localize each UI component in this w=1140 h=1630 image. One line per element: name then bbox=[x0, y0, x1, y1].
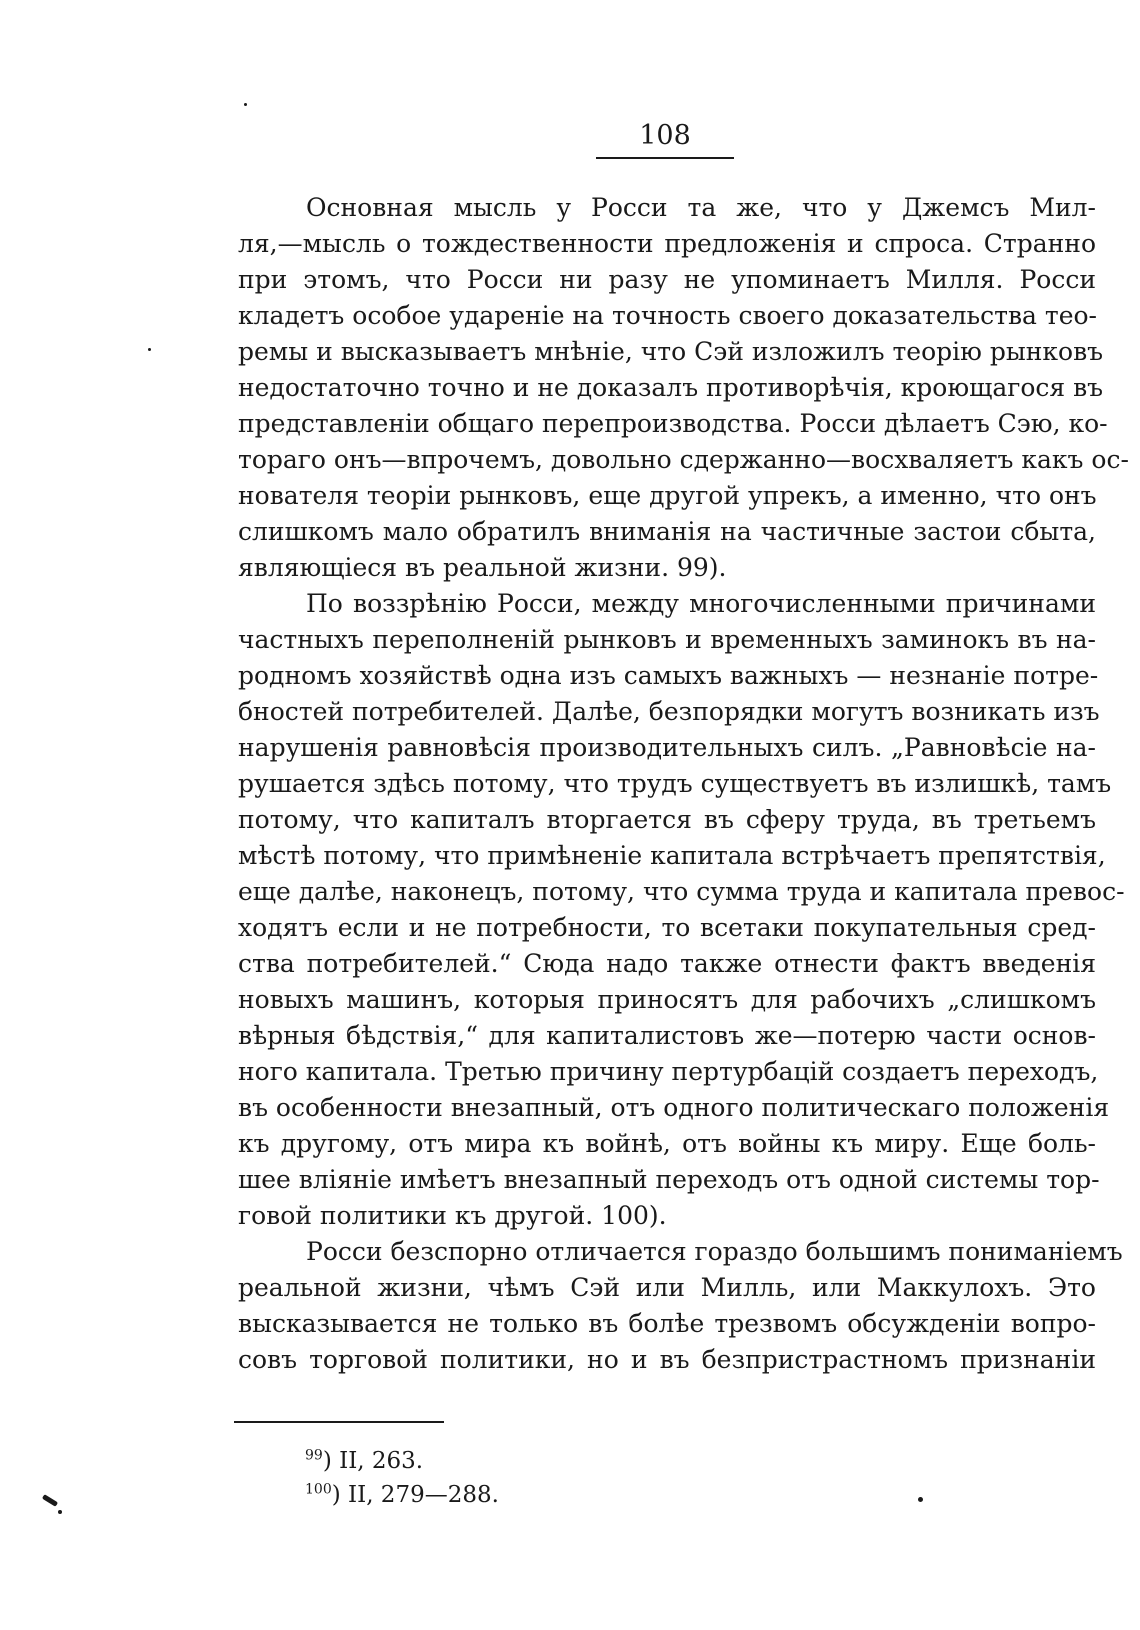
text-line: потому, что капиталъ вторгается въ сферу труда, въ третьемъ bbox=[238, 805, 1096, 834]
footnote bbox=[305, 1478, 805, 1512]
text-line: ля,—мысль о тождественности предложенія и спроса. Странно bbox=[238, 229, 1096, 258]
text-line: недостаточно точно и не доказалъ противорѣчія, кроющагося въ bbox=[238, 373, 1104, 402]
body-text bbox=[238, 190, 1129, 1378]
text-line: Росси безспорно отличается гораздо большимъ пониманіемъ bbox=[306, 1237, 1123, 1266]
scan-mark bbox=[42, 1494, 58, 1507]
text-line: нователя теоріи рынковъ, еще другой упрекъ, а именно, что онъ bbox=[238, 481, 1097, 510]
paragraph-3 bbox=[238, 1234, 1123, 1378]
text-line: ного капитала. Третью причину пертурбацій создаетъ переходъ, bbox=[238, 1057, 1099, 1086]
footnotes bbox=[305, 1444, 805, 1512]
scan-speck bbox=[918, 1497, 923, 1502]
text-line: частныхъ переполненій рынковъ и временныхъ заминокъ въ на- bbox=[238, 625, 1096, 654]
text-line: нарушенія равновѣсія производительныхъ силъ. „Равновѣсіе на- bbox=[238, 733, 1096, 762]
text-line: къ другому, отъ мира къ войнѣ, отъ войны къ миру. Еще боль- bbox=[238, 1129, 1096, 1158]
text-line: ства потребителей.“ Сюда надо также отнести фактъ введенія bbox=[238, 949, 1096, 978]
text-line: бностей потребителей. Далѣе, безпорядки могутъ возникать изъ bbox=[238, 697, 1100, 726]
text-line: Основная мысль у Росси та же, что у Джемсъ Мил- bbox=[306, 193, 1096, 222]
paragraph-2 bbox=[238, 586, 1125, 1234]
paragraph-1 bbox=[238, 190, 1129, 586]
footnote-text: ) II, 279—288. bbox=[331, 1482, 499, 1508]
text-line: слишкомъ мало обратилъ вниманія на частичные застои сбыта, bbox=[238, 517, 1096, 546]
scan-speck bbox=[58, 1510, 62, 1514]
text-line: еще далѣе, наконецъ, потому, что сумма труда и капитала превос- bbox=[238, 877, 1125, 906]
footnote bbox=[305, 1444, 805, 1478]
page-number: 108 bbox=[639, 120, 691, 151]
text-line: въ особенности внезапный, отъ одного политическаго положенія bbox=[238, 1093, 1110, 1122]
text-line: представленіи общаго перепроизводства. Росси дѣлаетъ Сэю, ко- bbox=[238, 409, 1108, 438]
text-line: говой политики къ другой. 100). bbox=[238, 1201, 667, 1230]
text-line: родномъ хозяйствѣ одна изъ самыхъ важныхъ — незнаніе потре- bbox=[238, 661, 1099, 690]
text-line: рушается здѣсь потому, что трудъ существуетъ въ излишкѣ, тамъ bbox=[238, 769, 1112, 798]
text-line: шее вліяніе имѣетъ внезапный переходъ отъ одной системы тор- bbox=[238, 1165, 1100, 1194]
text-line: высказывается не только въ болѣе трезвомъ обсужденіи вопро- bbox=[238, 1309, 1096, 1338]
text-line: совъ торговой политики, но и въ безпристрастномъ признаніи bbox=[238, 1345, 1096, 1374]
text-line: вѣрныя бѣдствія,“ для капиталистовъ же—потерю части основ- bbox=[238, 1021, 1096, 1050]
footnote-rule bbox=[234, 1421, 444, 1423]
text-line: ходятъ если и не потребности, то всетаки покупательныя сред- bbox=[238, 913, 1096, 942]
text-line: новыхъ машинъ, которыя приносятъ для рабочихъ „слишкомъ bbox=[238, 985, 1096, 1014]
scan-speck bbox=[244, 103, 247, 106]
footnote-mark: 99 bbox=[305, 1447, 323, 1464]
text-line: ремы и высказываетъ мнѣніе, что Сэй изложилъ теорію рынковъ bbox=[238, 337, 1104, 366]
page-number-rule bbox=[596, 157, 734, 159]
text-line: По воззрѣнію Росси, между многочисленными причинами bbox=[306, 589, 1096, 618]
text-line: тораго онъ—впрочемъ, довольно сдержанно—восхваляетъ какъ ос- bbox=[238, 445, 1129, 474]
text-line: при этомъ, что Росси ни разу не упоминаетъ Милля. Росси bbox=[238, 265, 1096, 294]
text-line: мѣстѣ потому, что примѣненіе капитала встрѣчаетъ препятствія, bbox=[238, 841, 1106, 870]
text-line: являющіеся въ реальной жизни. 99). bbox=[238, 553, 727, 582]
text-line: кладетъ особое удареніе на точность своего доказательства тео- bbox=[238, 301, 1097, 330]
footnote-mark: 100 bbox=[305, 1481, 332, 1498]
footnote-text: ) II, 263. bbox=[322, 1448, 424, 1474]
text-line: реальной жизни, чѣмъ Сэй или Милль, или Маккулохъ. Это bbox=[238, 1273, 1096, 1302]
scan-speck bbox=[148, 348, 151, 351]
